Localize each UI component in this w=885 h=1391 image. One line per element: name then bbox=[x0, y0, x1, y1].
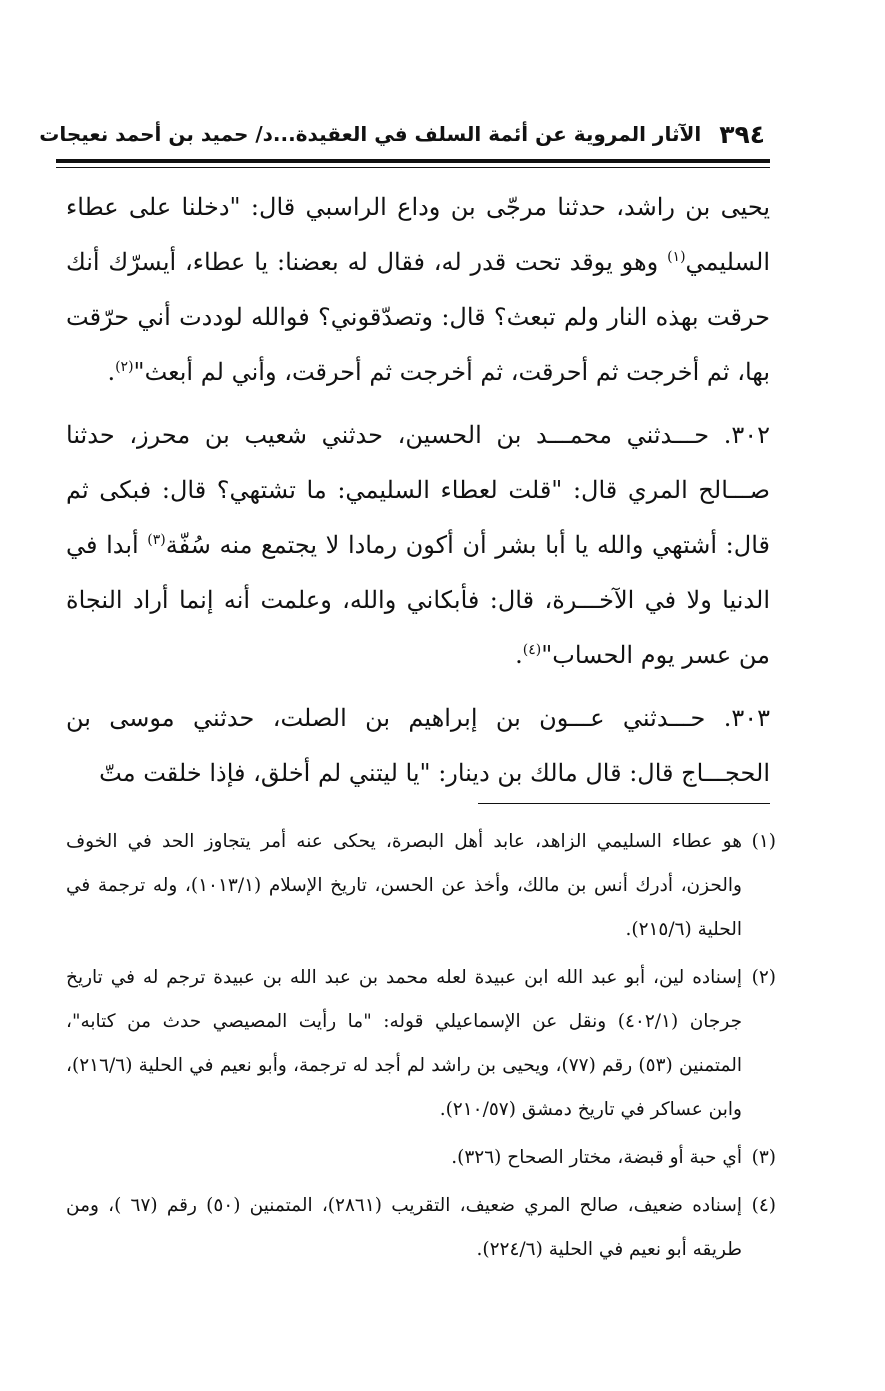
text-segment: ٣٠٣. حـــدثني عـــون بن إبراهيم بن الصلت، حدثني موسى بن الحجـــاج قال: قال مالك بن دينار: "يا ليتني لم أخلق، فإذا خلقت متّ bbox=[66, 704, 770, 787]
footnote-text: إسناده ضعيف، صالح المري ضعيف، التقريب (٢٨٦١)، المتمنين (٥٠) رقم (٦٧ )، ومن طريقه أبو نعيم في الحلية (٢٢٤/٦). bbox=[66, 1195, 742, 1260]
main-text bbox=[66, 180, 770, 801]
page-header bbox=[39, 112, 765, 156]
text-segment: يحيى بن راشد، حدثنا مرجّى بن وداع الراسبي قال: "دخلنا على عطاء السليمي bbox=[66, 193, 770, 276]
footnote-ref-2: (٢) bbox=[115, 359, 134, 375]
footnote-1 bbox=[66, 820, 776, 952]
footnote-text: إسناده لين، أبو عبد الله ابن عبيدة لعله محمد بن عبد الله بن عبيدة ترجم له في تاريخ جرجان (٤٠٢/١) ونقل عن الإسماعيلي قوله: "ما رأيت المصيصي حدث من كتابه"، المتمنين (٥٣) رقم (٧٧)، ويحيى بن راشد لم أجد له ترجمة، وأبو نعيم في الحلية (٢١٦/٦)، وابن عساكر في تاريخ دمشق (٢١٠/٥٧). bbox=[66, 967, 743, 1120]
footnote-marker: (١) bbox=[751, 831, 776, 852]
footnote-3 bbox=[66, 1136, 776, 1180]
text-segment: . bbox=[107, 358, 116, 386]
footnote-2 bbox=[66, 956, 776, 1132]
text-segment: . bbox=[515, 641, 523, 669]
header-rule-thin bbox=[56, 167, 770, 168]
header-rule-thick bbox=[56, 159, 770, 163]
footnote-ref-1: (١) bbox=[667, 249, 686, 265]
footnote-marker: (٣) bbox=[751, 1147, 776, 1168]
footnote-ref-4: (٤) bbox=[522, 642, 542, 658]
footnote-text: هو عطاء السليمي الزاهد، عابد أهل البصرة، يحكى عنه أمر يتجاوز الحد في الخوف والحزن، أدرك أنس بن مالك، وأخذ عن الحسن، تاريخ الإسلام (١٠١٣/١)، وله ترجمة في الحلية (٢١٥/٦). bbox=[66, 831, 742, 940]
text-segment: ٣٠٢. حـــدثني محمـــد بن الحسين، حدثني شعيب بن محرز، حدثنا صـــالح المري قال: "قلت لعطاء السليمي: ما تشتهي؟ قال: فبكى ثم قال: أشتهي والله يا أبا بشر أن أكون رمادا لا يجتمع منه سُفّة bbox=[66, 421, 770, 559]
running-title: الآثار المروية عن أئمة السلف في العقيدة...د/ حميد بن أحمد نعيجات bbox=[39, 122, 702, 146]
footnote-4 bbox=[66, 1184, 776, 1272]
paragraph-302 bbox=[66, 408, 770, 683]
paragraph-continued bbox=[66, 180, 770, 400]
footnote-text: أي حبة أو قبضة، مختار الصحاح (٣٢٦). bbox=[451, 1147, 742, 1168]
page-number: ٣٩٤ bbox=[719, 119, 765, 149]
footnote-marker: (٢) bbox=[751, 967, 776, 988]
footnote-separator bbox=[478, 803, 770, 804]
text-segment: وهو يوقد تحت قدر له، فقال له بعضنا: يا عطاء، أيسرّك أنك حرقت بهذه النار ولم تبعث؟ قال: وتصدّقوني؟ فوالله لوددت أني حرّقت بها، ثم أخرجت ثم أحرقت، ثم أخرجت ثم أحرقت، وأني لم أبعث" bbox=[66, 248, 770, 386]
text-segment: أبدا في الدنيا ولا في الآخـــرة، قال: فأبكاني والله، وعلمت أنه إنما أراد النجاة من عسر يوم الحساب" bbox=[66, 531, 770, 669]
footnotes bbox=[66, 820, 776, 1276]
footnote-ref-3: (٣) bbox=[147, 532, 166, 548]
footnote-marker: (٤) bbox=[751, 1195, 776, 1216]
paragraph-303 bbox=[66, 691, 770, 801]
